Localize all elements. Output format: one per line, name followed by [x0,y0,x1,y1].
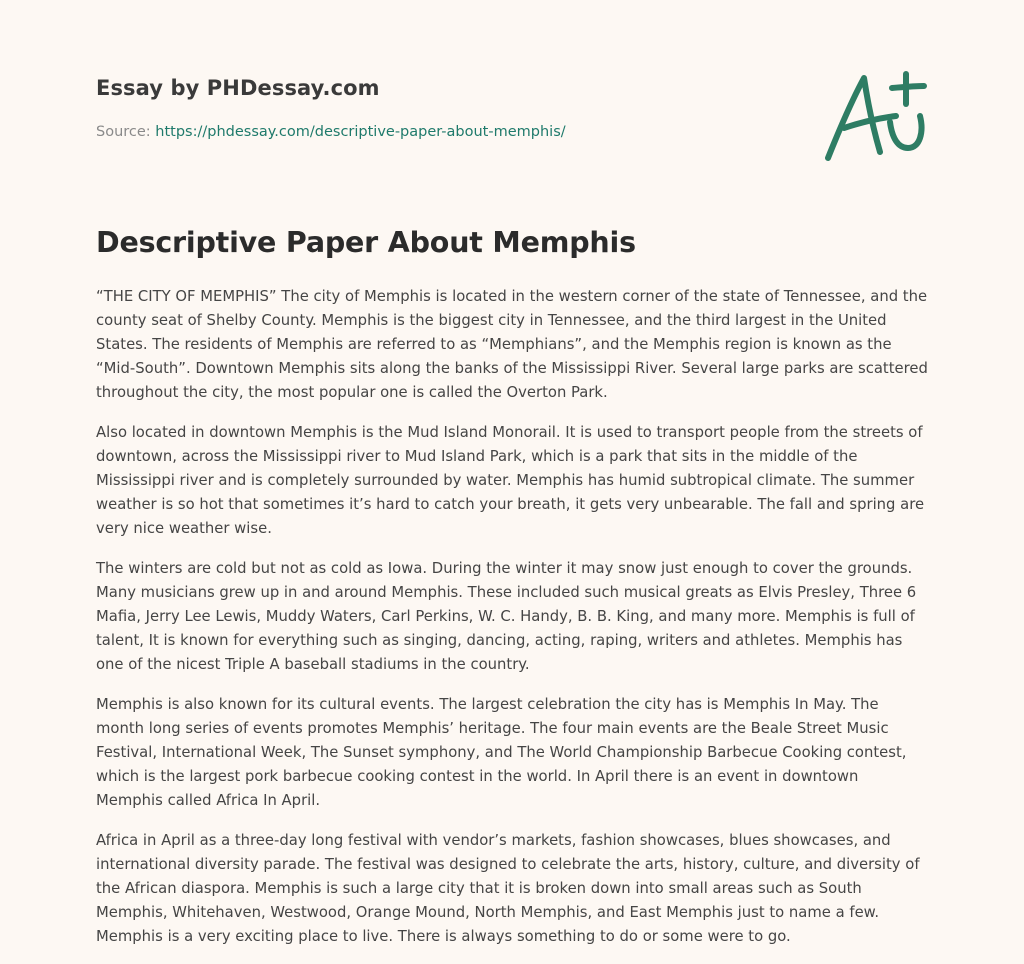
source-line [96,124,566,140]
essay-paragraph: The winters are cold but not as cold as Iowa. During the winter it may snow just enough to cover the grounds. Many musicians grew up in and around Memphis. These included such musical greats as Elvis Presley, Three 6 Mafia, Jerry Lee Lewis, Muddy Waters, Carl Perkins, W. C. Handy, B. B. King, and many more. Memphis is full of talent, It is known for everything such as singing, dancing, acting, raping, writers and athletes. Memphis has one of the nicest Triple A baseball stadiums in the country. [96,560,917,673]
essay-body [96,285,928,964]
essay-paragraph: “THE CITY OF MEMPHIS” The city of Memphis is located in the western corner of the state of Tennessee, and the county seat of Shelby County. Memphis is the biggest city in Tennessee, and the third largest in the United States. The residents of Memphis are referred to as “Memphians”, and the Memphis region is known as the “Mid-South”. Downtown Memphis sits along the banks of the Mississippi River. Several large parks are scattered throughout the city, the most popular one is called the Overton Park. [96,288,928,401]
source-label: Source: [96,124,156,140]
essay-paragraph: Africa in April as a three-day long festival with vendor’s markets, fashion showcases, blues showcases, and international diversity parade. The festival was designed to celebrate the arts, history, culture, and diversity of the African diaspora. Memphis is such a large city that it is broken down into small areas such as South Memphis, Whitehaven, Westwood, Orange Mound, North Memphis, and East Memphis just to name a few. Memphis is a very exciting place to live. There is always something to do or some were to go. [96,832,920,945]
a-plus-logo-icon [818,66,930,166]
source-link[interactable]: https://phdessay.com/descriptive-paper-about-memphis/ [155,124,566,140]
essay-title: Descriptive Paper About Memphis [96,226,636,259]
essay-paragraph: Memphis is also known for its cultural events. The largest celebration the city has is Memphis In May. The month long series of events promotes Memphis’ heritage. The four main events are the Beale Street Music Festival, International Week, The Sunset symphony, and The World Championship Barbecue Cooking contest, which is the largest pork barbecue cooking contest in the world. In April there is an event in downtown Memphis called Africa In April. [96,696,907,809]
essay-paragraph: Also located in downtown Memphis is the Mud Island Monorail. It is used to transport people from the streets of downtown, across the Mississippi river to Mud Island Park, which is a park that sits in the middle of the Mississippi river and is completely surrounded by water. Memphis has humid subtropical climate. The summer weather is so hot that sometimes it’s hard to catch your breath, it gets very unbearable. The fall and spring are very nice weather wise. [96,424,925,537]
brand-title: Essay by PHDessay.com [96,76,380,100]
